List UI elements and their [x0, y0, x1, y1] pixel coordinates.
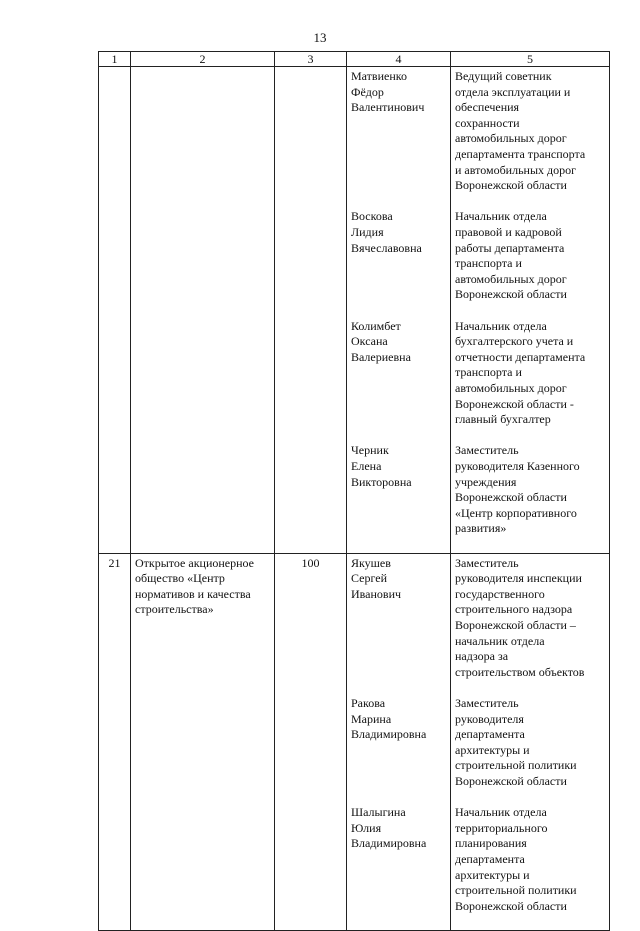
- appointments-table: [98, 51, 610, 931]
- position-line: департамента: [455, 851, 525, 866]
- person-name: [351, 69, 450, 194]
- name-line: Иванович: [351, 586, 402, 601]
- position-line: Начальник отдела: [455, 318, 547, 333]
- person-name-cell: [347, 553, 451, 930]
- position-line: Ведущий советник: [455, 69, 552, 83]
- position-line: территориального: [455, 820, 548, 835]
- name-line: Черник: [351, 443, 389, 458]
- position-line: руководителя: [455, 711, 524, 726]
- person-position: [455, 805, 605, 914]
- name-line: Ракова: [351, 695, 386, 710]
- name-line: Викторовна: [351, 474, 412, 489]
- person-name: [351, 209, 450, 303]
- position-line: развития»: [455, 521, 507, 536]
- name-line: Владимировна: [351, 836, 427, 851]
- organization-line: Открытое акционерное: [135, 555, 255, 570]
- position-line: архитектуры и: [455, 742, 530, 757]
- person-name: [351, 696, 450, 790]
- position-line: строительной политики: [455, 758, 577, 773]
- position-line: автомобильных дорог: [455, 131, 567, 146]
- row-number-cell: [99, 67, 131, 554]
- person-position: [455, 556, 605, 681]
- name-line: Воскова: [351, 209, 393, 224]
- position-line: строительством объектов: [455, 664, 585, 679]
- position-line: Воронежской области -: [455, 396, 574, 411]
- name-line: Матвиенко: [351, 69, 407, 83]
- position-line: Начальник отдела: [455, 805, 547, 820]
- person-name: [351, 805, 450, 914]
- column-header: 2: [131, 52, 275, 67]
- position-line: департамента: [455, 727, 525, 742]
- organization-cell: [131, 67, 275, 554]
- column-header: 1: [99, 52, 131, 67]
- position-line: государственного: [455, 586, 545, 601]
- person-position-cell: [451, 67, 610, 554]
- position-line: строительной политики: [455, 883, 577, 898]
- position-line: Воронежской области: [455, 898, 567, 913]
- person-name: [351, 556, 450, 681]
- person-position: [455, 69, 605, 194]
- position-line: обеспечения: [455, 100, 520, 115]
- position-line: Воронежской области –: [455, 617, 576, 632]
- position-line: транспорта и: [455, 256, 522, 271]
- position-line: бухгалтерского учета и: [455, 334, 574, 349]
- column-header: 4: [347, 52, 451, 67]
- position-line: транспорта и: [455, 365, 522, 380]
- position-line: Воронежской области: [455, 178, 567, 193]
- position-line: и автомобильных дорог: [455, 162, 577, 177]
- person-position-cell: [451, 553, 610, 930]
- position-line: Начальник отдела: [455, 209, 547, 224]
- person-position: [455, 209, 605, 303]
- name-line: Оксана: [351, 334, 388, 349]
- position-line: Воронежской области: [455, 773, 567, 788]
- name-line: Лидия: [351, 224, 384, 239]
- row-number-cell: 21: [99, 553, 131, 930]
- position-line: строительного надзора: [455, 602, 573, 617]
- position-line: автомобильных дорог: [455, 271, 567, 286]
- organization-line: нормативов и качества: [135, 586, 251, 601]
- person-position: [455, 319, 605, 428]
- share-cell: 100: [275, 553, 347, 930]
- position-line: главный бухгалтер: [455, 412, 551, 427]
- name-line: Фёдор: [351, 84, 384, 99]
- name-line: Вячеславовна: [351, 240, 422, 255]
- table-row: [99, 67, 610, 554]
- position-line: начальник отдела: [455, 633, 545, 648]
- position-line: правовой и кадровой: [455, 224, 562, 239]
- name-line: Шалыгина: [351, 805, 406, 820]
- position-line: Воронежской области: [455, 490, 567, 505]
- name-line: Сергей: [351, 571, 387, 586]
- organization-line: общество «Центр: [135, 571, 225, 586]
- table-header-row: [99, 52, 610, 67]
- position-line: Заместитель: [455, 695, 519, 710]
- position-line: «Центр корпоративного: [455, 505, 577, 520]
- page-number: 13: [313, 30, 327, 45]
- position-line: департамента транспорта: [455, 146, 586, 161]
- position-line: Воронежской области: [455, 287, 567, 302]
- person-position: [455, 443, 605, 537]
- name-line: Колимбет: [351, 318, 401, 333]
- position-line: планирования: [455, 836, 527, 851]
- position-line: учреждения: [455, 474, 517, 489]
- person-name: [351, 443, 450, 537]
- organization-line: строительства»: [135, 602, 214, 617]
- position-line: архитектуры и: [455, 867, 530, 882]
- person-name-cell: [347, 67, 451, 554]
- person-name: [351, 319, 450, 428]
- name-line: Елена: [351, 458, 382, 473]
- person-position: [455, 696, 605, 790]
- name-line: Якушев: [351, 555, 391, 570]
- position-line: Заместитель: [455, 443, 519, 458]
- name-line: Юлия: [351, 820, 382, 835]
- position-line: руководителя инспекции: [455, 571, 582, 586]
- position-line: автомобильных дорог: [455, 380, 567, 395]
- position-line: отдела эксплуатации и: [455, 84, 571, 99]
- organization-cell: [131, 553, 275, 930]
- name-line: Марина: [351, 711, 392, 726]
- name-line: Валентинович: [351, 100, 425, 115]
- position-line: надзора за: [455, 649, 509, 664]
- position-line: Заместитель: [455, 555, 519, 570]
- table-row: [99, 553, 610, 930]
- name-line: Владимировна: [351, 727, 427, 742]
- position-line: отчетности департамента: [455, 349, 586, 364]
- position-line: работы департамента: [455, 240, 565, 255]
- position-line: сохранности: [455, 115, 520, 130]
- name-line: Валериевна: [351, 349, 411, 364]
- column-header: 3: [275, 52, 347, 67]
- column-header: 5: [451, 52, 610, 67]
- position-line: руководителя Казенного: [455, 458, 580, 473]
- share-cell: [275, 67, 347, 554]
